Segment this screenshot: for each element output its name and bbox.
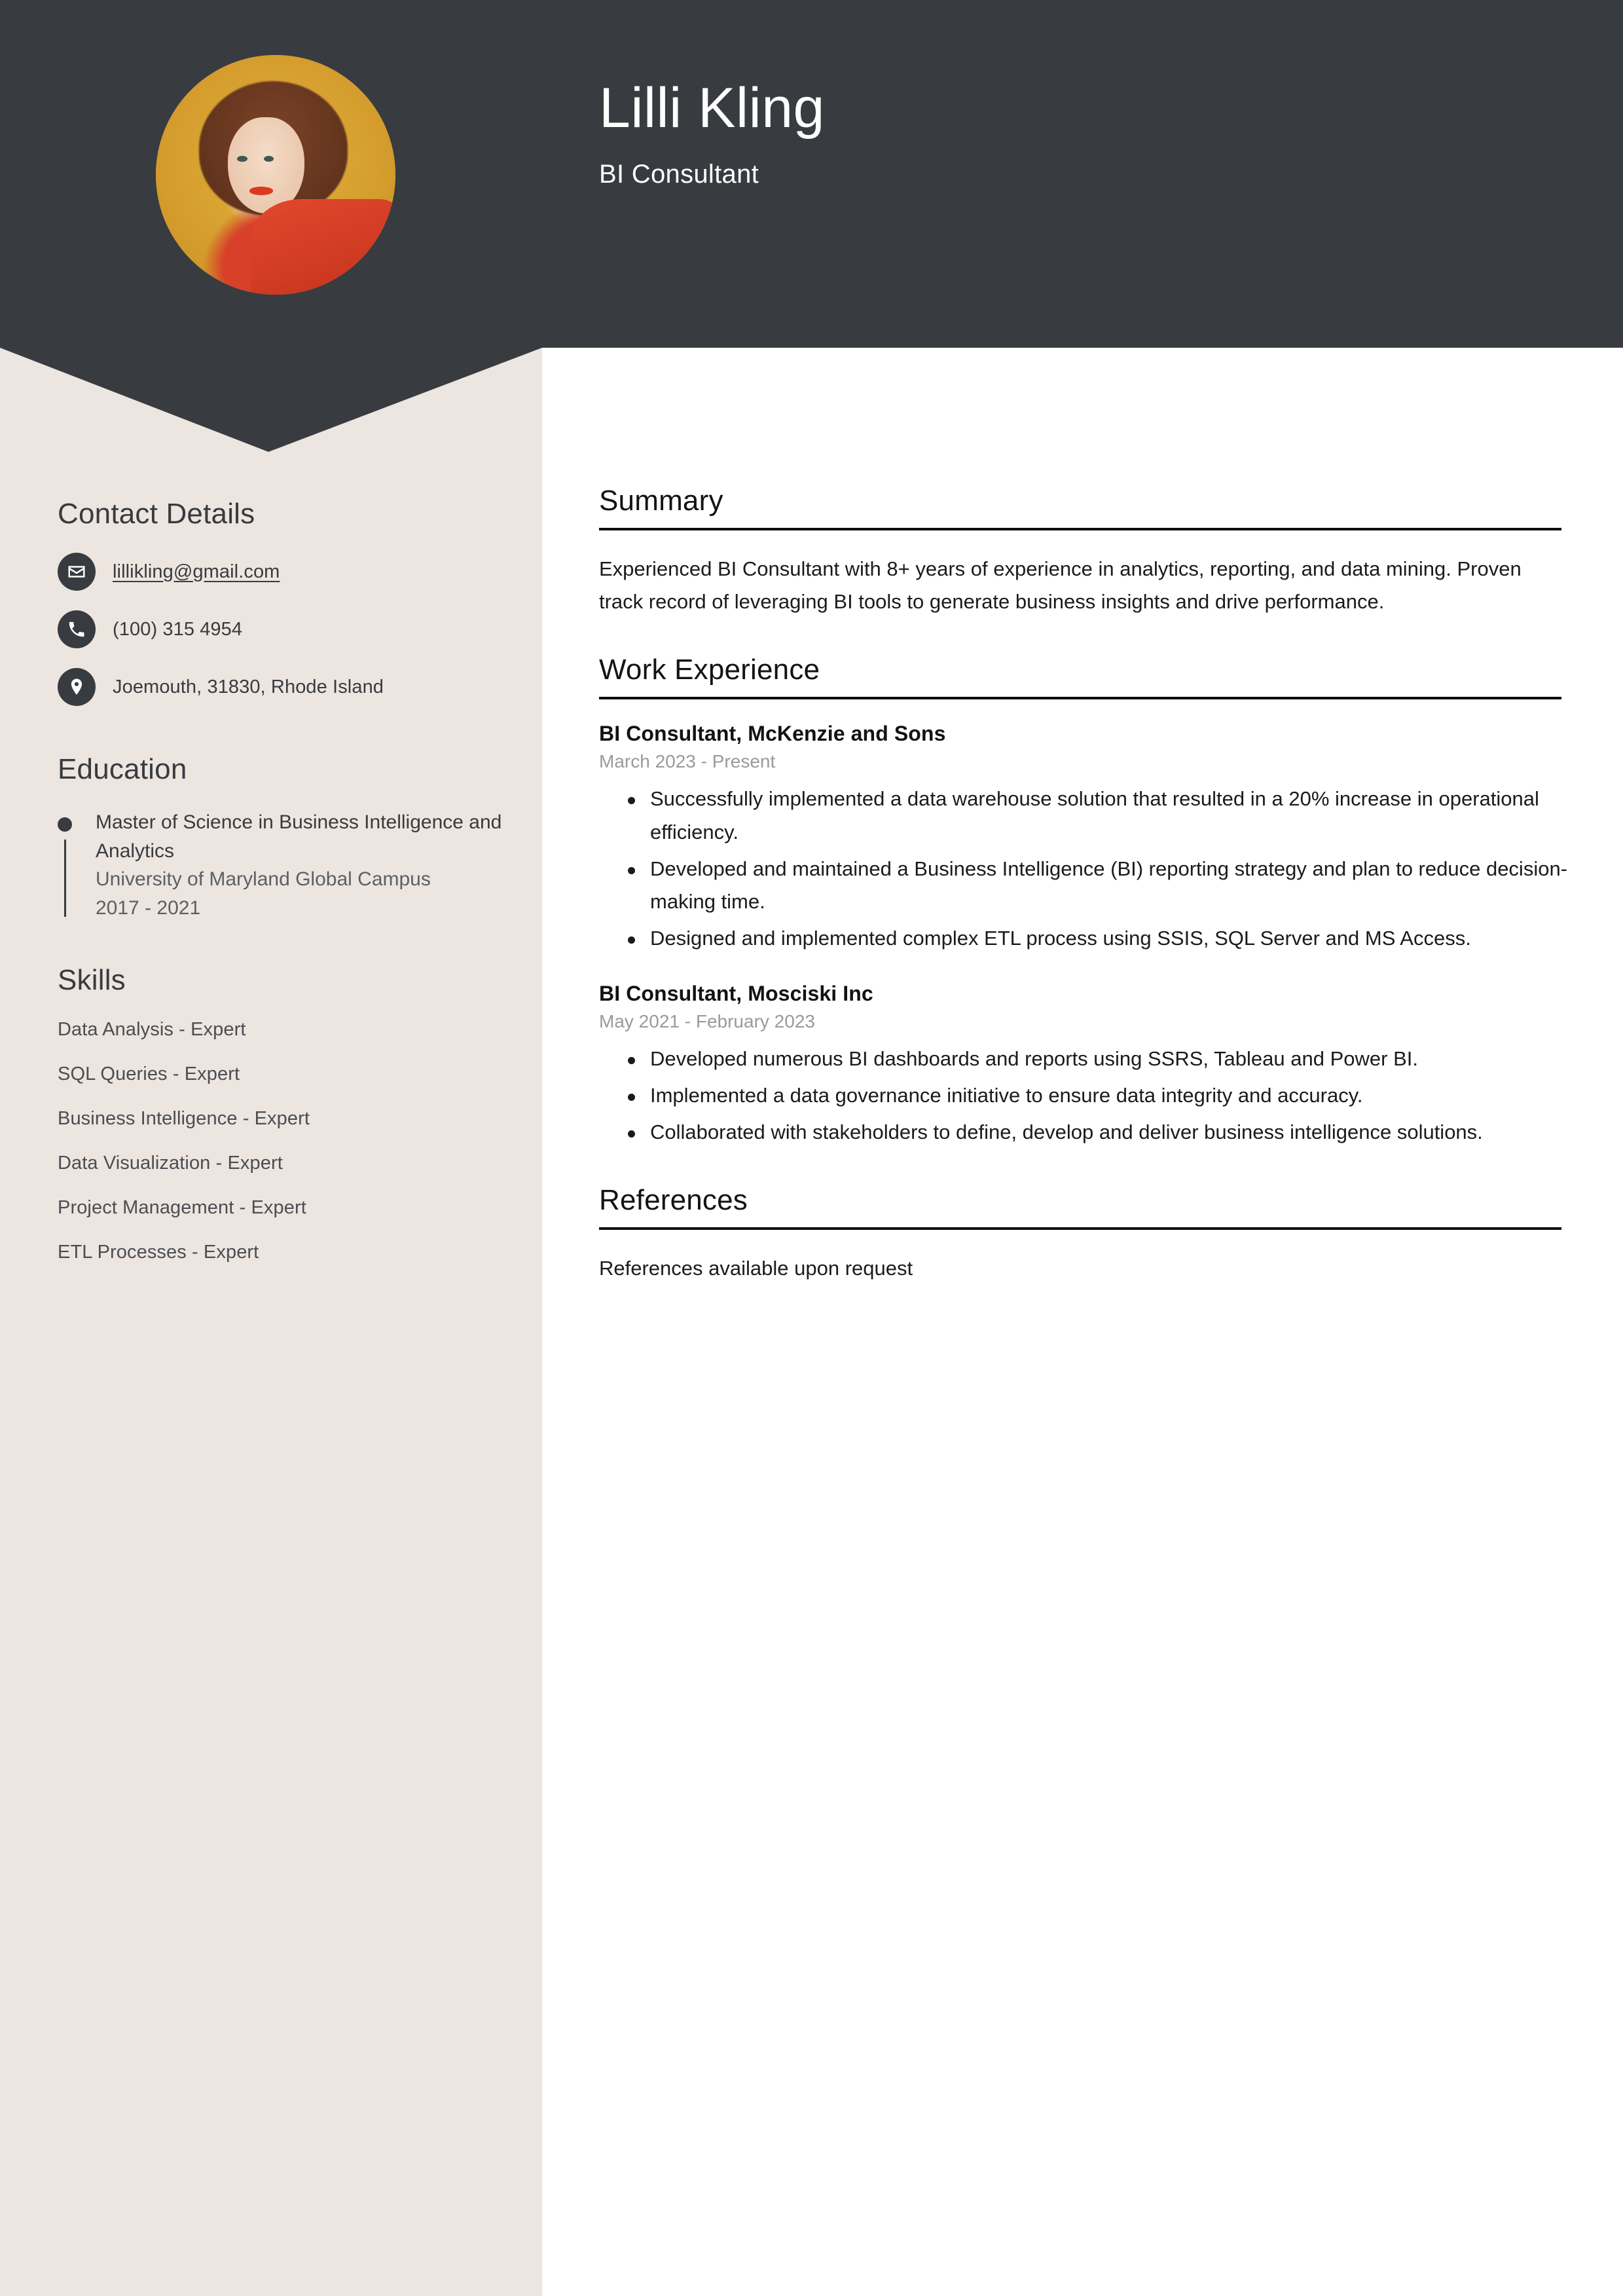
skills-heading: Skills	[58, 964, 126, 996]
education-school: University of Maryland Global Campus	[96, 868, 431, 890]
portrait-lips	[249, 187, 274, 194]
references-heading: References	[599, 1184, 748, 1217]
skill-item: Business Intelligence - Expert	[58, 1108, 310, 1129]
education-heading: Education	[58, 753, 187, 785]
contact-item-email[interactable]	[58, 553, 503, 591]
contact-details-heading: Contact Details	[58, 498, 255, 530]
contact-item-address[interactable]	[58, 668, 503, 706]
education-timeline-line	[64, 840, 66, 917]
contact-details-section	[58, 498, 503, 706]
contact-email-text[interactable]: lillikling@gmail.com	[113, 561, 280, 582]
envelope-icon	[58, 553, 96, 591]
contact-address-text: Joemouth, 31830, Rhode Island	[113, 676, 384, 697]
references-divider	[599, 1227, 1561, 1230]
candidate-job-title: BI Consultant	[599, 160, 759, 189]
candidate-name: Lilli Kling	[599, 77, 825, 139]
main-content	[599, 485, 1568, 1320]
job-bullet: Designed and implemented complex ETL process using SSIS, SQL Server and MS Access.	[599, 922, 1568, 955]
job-role: BI Consultant, McKenzie and Sons	[599, 722, 946, 746]
work-experience-divider	[599, 697, 1561, 699]
location-pin-icon	[58, 668, 96, 706]
contact-list	[58, 553, 503, 706]
education-section	[58, 753, 503, 922]
job-entry	[599, 982, 1568, 1149]
job-dates: March 2023 - Present	[599, 751, 776, 772]
education-years: 2017 - 2021	[96, 897, 201, 919]
references-text: References available upon request	[599, 1257, 913, 1280]
work-experience-section	[599, 654, 1568, 1149]
job-bullet-list	[599, 1043, 1568, 1149]
header-text-block	[599, 79, 825, 189]
job-role: BI Consultant, Mosciski Inc	[599, 981, 873, 1005]
job-entry	[599, 722, 1568, 955]
education-item	[58, 808, 503, 922]
skill-item: Project Management - Expert	[58, 1197, 306, 1218]
references-section	[599, 1184, 1568, 1285]
summary-heading: Summary	[599, 485, 723, 517]
work-experience-heading: Work Experience	[599, 654, 820, 686]
job-bullet: Successfully implemented a data warehouse solution that resulted in a 20% increase in operational efficiency.	[599, 783, 1568, 848]
portrait-coat	[251, 199, 395, 295]
summary-divider	[599, 528, 1561, 530]
skill-item: ETL Processes - Expert	[58, 1242, 259, 1263]
portrait-eye-left	[237, 156, 247, 162]
phone-icon	[58, 610, 96, 648]
skills-list	[58, 1019, 503, 1312]
skill-item: SQL Queries - Expert	[58, 1064, 240, 1084]
job-bullet-list	[599, 783, 1568, 955]
education-degree: Master of Science in Business Intelligence and Analytics	[96, 811, 502, 862]
summary-text: Experienced BI Consultant with 8+ years of experience in analytics, reporting, and data mining. Proven track record of leveraging BI tools to generate business insights and drive performance.	[599, 557, 1522, 614]
skills-section	[58, 964, 503, 1312]
job-bullet: Implemented a data governance initiative to ensure data integrity and accuracy.	[599, 1079, 1568, 1112]
summary-section	[599, 485, 1568, 618]
skill-item: Data Visualization - Expert	[58, 1153, 283, 1174]
contact-phone-text: (100) 315 4954	[113, 618, 243, 640]
portrait-face	[228, 117, 304, 213]
job-dates: May 2021 - February 2023	[599, 1010, 815, 1031]
profile-photo	[156, 55, 395, 295]
education-bullet-dot	[58, 817, 72, 832]
skill-item: Data Analysis - Expert	[58, 1019, 246, 1040]
contact-item-phone[interactable]	[58, 610, 503, 648]
job-bullet: Developed and maintained a Business Intelligence (BI) reporting strategy and plan to reduce decision-making time.	[599, 853, 1568, 918]
job-bullet: Developed numerous BI dashboards and reports using SSRS, Tableau and Power BI.	[599, 1043, 1568, 1075]
job-bullet: Collaborated with stakeholders to define, develop and deliver business intelligence solutions.	[599, 1116, 1568, 1149]
